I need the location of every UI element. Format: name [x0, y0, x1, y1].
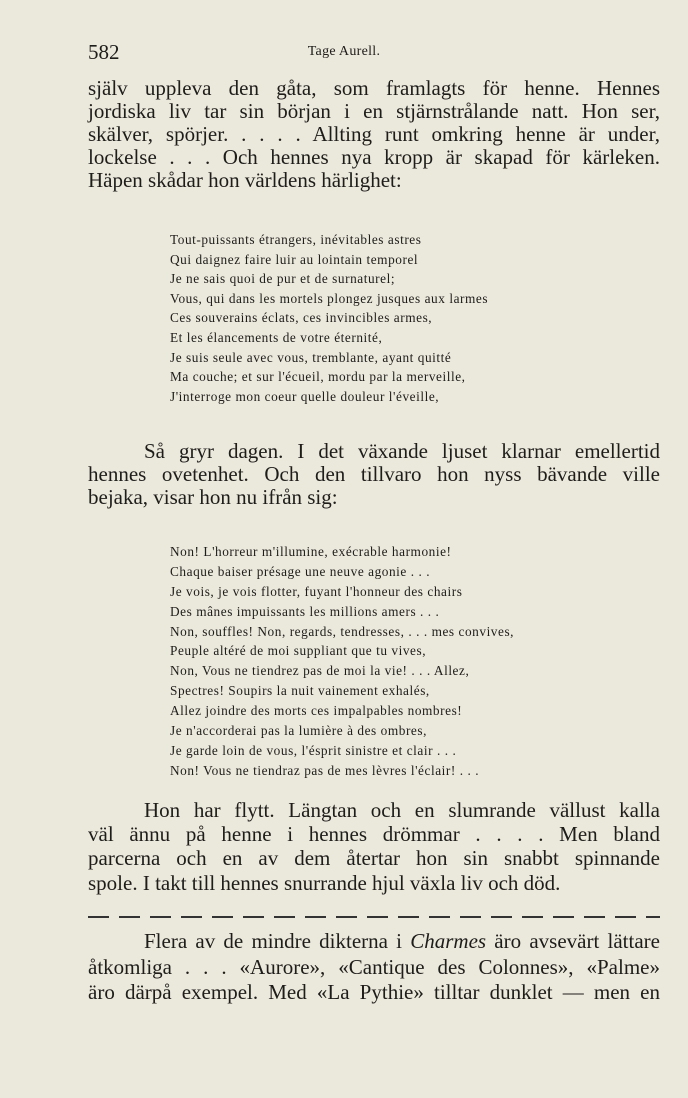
text-line	[88, 930, 660, 956]
text-line: hennes ovetenhet. Och den tillvaro hon nyss bävande ville	[88, 462, 660, 486]
paragraph-1	[88, 77, 660, 192]
verse-line: Qui daignez faire luir au lointain temporel	[170, 251, 419, 267]
paragraph-2	[88, 440, 660, 509]
verse-line: Je n'accorderai pas la lumière à des ombres,	[170, 723, 427, 739]
verse-line: Je garde loin de vous, l'ésprit sinistre et clair . . .	[170, 742, 457, 758]
text-line: jordiska liv tar sin början i en stjärnstrålande natt. Hon ser,	[88, 99, 660, 123]
verse-line: Non, souffles! Non, regards, tendresses, . . . mes convives,	[170, 623, 515, 639]
text-line: äro därpå exempel. Med «La Pythie» tilltar dunklet — men en	[88, 980, 660, 1004]
verse-line: Allez joindre des morts ces impalpables nombres!	[170, 703, 463, 719]
verse-line: Ma couche; et sur l'écueil, mordu par la merveille,	[170, 369, 466, 385]
text-line: lockelse . . . Och hennes nya kropp är skapad för kärleken.	[88, 145, 660, 169]
text-line: Hon har flytt. Längtan och en slumrande vällust kalla	[144, 798, 660, 822]
text-line: bejaka, visar hon nu ifrån sig:	[88, 485, 338, 509]
text-line: väl ännu på henne i hennes drömmar . . . . Men bland	[88, 822, 660, 846]
text-line: Så gryr dagen. I det växande ljuset klarnar emellertid	[144, 439, 660, 463]
verse-line: Vous, qui dans les mortels plongez jusques aux larmes	[170, 290, 489, 306]
verse-line: Ces souverains éclats, ces invincibles armes,	[170, 310, 433, 326]
verse-line: Je ne sais quoi de pur et de surnaturel;	[170, 271, 396, 287]
text-line: åtkomliga . . . «Aurore», «Cantique des Colonnes», «Palme»	[88, 955, 660, 979]
text-line: skälver, spörjer. . . . . Allting runt omkring henne är under,	[88, 122, 660, 146]
paragraph-4	[88, 930, 660, 1004]
page-number: 582	[88, 40, 120, 64]
verse-line: Je suis seule avec vous, tremblante, ayant quitté	[170, 349, 452, 365]
text-line: själv uppleva den gåta, som framlagts för henne. Hennes	[88, 76, 660, 100]
poem-quote-1	[170, 230, 488, 406]
poem-quote-2	[170, 542, 514, 781]
text-segment: äro avsevärt lättare	[486, 929, 660, 953]
verse-line: Et les élancements de votre éternité,	[170, 329, 383, 345]
section-separator	[88, 916, 660, 918]
running-head: Tage Aurell.	[307, 44, 381, 59]
text-line: Häpen skådar hon världens härlighet:	[88, 168, 402, 192]
paragraph-3	[88, 799, 660, 895]
verse-line: Non, Vous ne tiendrez pas de moi la vie! . . . Allez,	[170, 663, 470, 679]
text-segment: Flera av de mindre dikterna i	[144, 929, 411, 953]
text-line: parcerna och en av dem återtar hon sin snabbt spinnande	[88, 846, 660, 870]
text-line: spole. I takt till hennes snurrande hjul växla liv och död.	[88, 871, 561, 895]
verse-line: Non! L'horreur m'illumine, exécrable harmonie!	[170, 544, 452, 559]
verse-line: Spectres! Soupirs la nuit vainement exhalés,	[170, 683, 430, 699]
verse-line: Tout-puissants étrangers, inévitables astres	[170, 232, 422, 247]
verse-line: Des mânes impuissants les millions amers . . .	[170, 603, 440, 619]
verse-line: Non! Vous ne tiendraz pas de mes lèvres l'éclair! . . .	[170, 762, 480, 778]
verse-line: J'interroge mon coeur quelle douleur l'éveille,	[170, 388, 440, 404]
verse-line: Peuple altéré de moi suppliant que tu vives,	[170, 643, 427, 659]
book-title: Charmes	[410, 929, 487, 953]
verse-line: Je vois, je vois flotter, fuyant l'honneur des chairs	[170, 583, 463, 599]
verse-line: Chaque baiser présage une neuve agonie . . .	[170, 563, 431, 579]
